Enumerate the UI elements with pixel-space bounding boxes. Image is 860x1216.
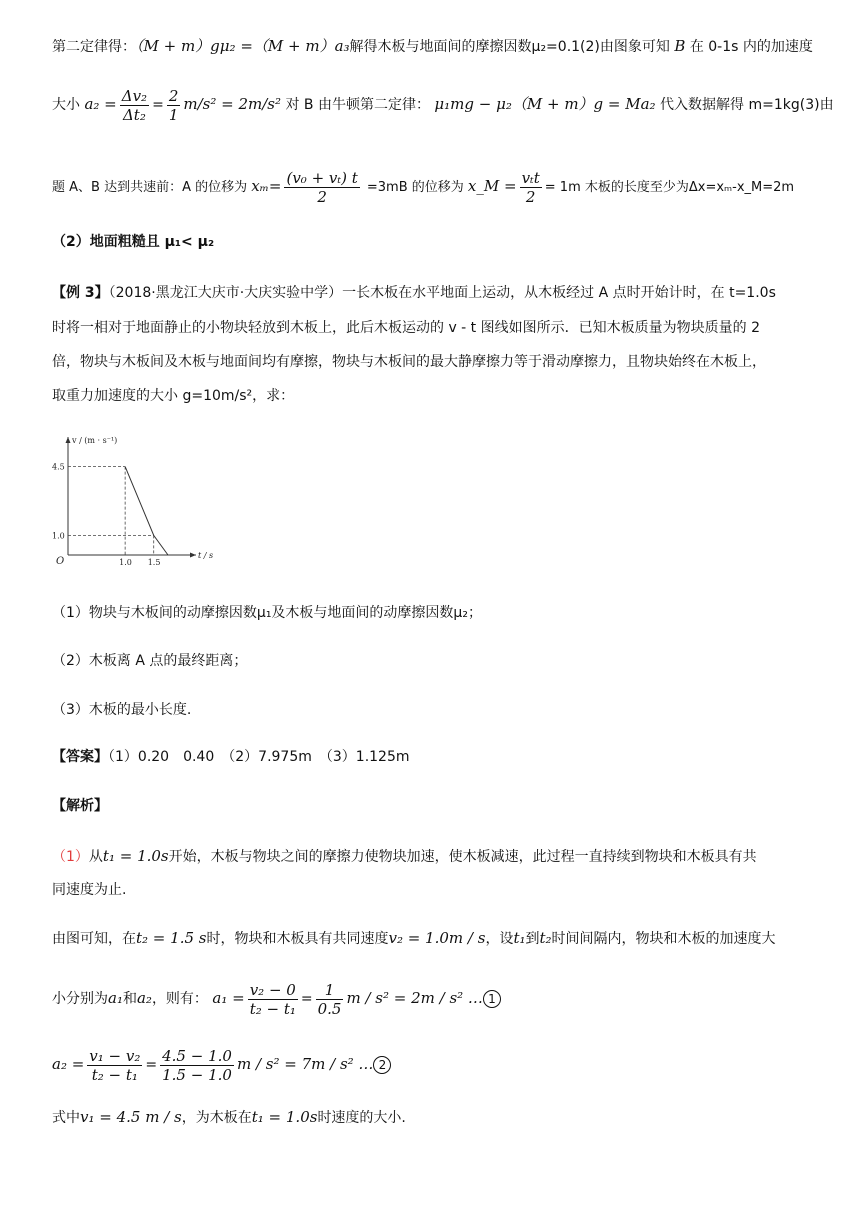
- part-number: （1）: [52, 849, 89, 865]
- x-axis-label: t / s: [198, 551, 214, 560]
- analysis-p4: 式中v₁ = 4.5 m / s，为木板在t₁ = 1.0s时速度的大小.: [52, 1108, 406, 1126]
- vt-chart: [50, 430, 214, 575]
- eq2-tail: m / s² = 7m / s² …: [236, 1055, 374, 1073]
- fraction: $\frac{\text{(v₀ + vₜ) t}}{2}$: [286, 169, 358, 206]
- equation-tag: 1: [483, 990, 501, 1008]
- block1-line3: [52, 164, 820, 208]
- x-axis-arrow: [190, 553, 196, 558]
- var-B: B: [674, 37, 686, 55]
- analysis-p1-cont: 同速度为止.: [52, 882, 127, 898]
- y-tick-label: 1.0: [52, 531, 65, 541]
- example-line4: 取重力加速度的大小 g=10m/s²，求：: [52, 388, 295, 404]
- equation-tail: m/s² = 2m/s²: [183, 95, 281, 113]
- text: 在 0-1s 内的加速度: [689, 39, 813, 55]
- analysis-eq2: a₂ = $\frac{\text{v₁ − v₂}}{\text{t₂ − t₁}}$ = $\frac{4.5 - 1.0}{1.5 - 1.0}$ m / s² = 7m / s² … 2: [52, 1042, 820, 1086]
- question-1: （1）物块与木板间的动摩擦因数μ₁及木板与地面间的动摩擦因数μ₂；: [52, 605, 482, 621]
- fraction: $\frac{2}{1}$: [168, 86, 179, 124]
- series-line: [125, 467, 168, 555]
- question-3: （3）木板的最小长度.: [52, 702, 192, 718]
- text: 大小: [52, 97, 80, 113]
- fraction: $\frac{\text{Δv₂}}{\text{Δt₂}}$: [121, 86, 148, 124]
- fraction: $\frac{4.5 - 1.0}{1.5 - 1.0}$: [162, 1046, 232, 1084]
- analysis-p2: 由图可知，在t₂ = 1.5 s时，物块和木板具有共同速度v₂ = 1.0m / s，设t₁到t₂时间间隔内，物块和木板的加速度大: [52, 929, 776, 947]
- fraction: $\frac{\text{v₂ − 0}}{\text{t₂ − t₁}}$: [249, 980, 296, 1018]
- eq1-tail: m / s² = 2m / s² …: [346, 989, 483, 1007]
- fraction: $\frac{1}{0.5}$: [317, 980, 342, 1018]
- answer-text: （1）0.20 0.40 （2）7.975m （3）1.125m: [108, 749, 410, 765]
- example-label: 【例 3】: [52, 285, 109, 301]
- text: 第二定律得：: [52, 39, 136, 55]
- fraction: $\frac{\text{v₁ − v₂}}{\text{t₂ − t₁}}$: [89, 1046, 141, 1084]
- analysis-label: 【解析】: [52, 798, 108, 814]
- equation: （M + m）gμ₂ =（M + m）a₃: [136, 37, 350, 55]
- section-heading: （2）地面粗糙且 μ₁< μ₂: [52, 234, 215, 250]
- x-tick-label: 1.5: [147, 558, 161, 567]
- origin-label: O: [56, 556, 65, 567]
- example-line3: 倍，物块与木板间及木板与地面间均有摩擦，物块与木板间的最大静摩擦力等于滑动摩擦力，且物块始终在木板上，: [52, 354, 766, 370]
- example-line1: [52, 283, 820, 303]
- text: （2018·黑龙江大庆市·大庆实验中学）一长木板在水平地面上运动，从木板经过 A 点时开始计时，在 t=1.0s: [108, 285, 776, 301]
- question-2: （2）木板离 A 点的最终距离；: [52, 653, 248, 669]
- x-tick-label: 1.0: [119, 558, 132, 567]
- text: =3mB 的位移为: [366, 180, 464, 195]
- text: 代入数据解得 m=1kg(3)由: [660, 97, 834, 113]
- text: 题 A、B 达到共速前：A 的位移为: [52, 180, 248, 195]
- y-axis-label: v / (m · s⁻¹): [72, 436, 118, 445]
- equation-lhs: a₂ =: [84, 95, 117, 113]
- equation: t₁ = 1.0s: [102, 847, 169, 865]
- fraction: $\frac{\text{vₜt}}{2}$: [521, 169, 540, 206]
- text: = 1m 木板的长度至少为Δx=xₘ-x_M=2m: [544, 180, 795, 195]
- y-tick-label: 4.5: [52, 462, 65, 472]
- example-line2: 时将一相对于地面静止的小物块轻放到木板上，此后木板运动的 v - t 图线如图所示．已知木板质量为物块质量的 2: [52, 320, 760, 336]
- eq1-lhs: a₁ =: [212, 989, 245, 1007]
- y-axis-arrow: [66, 437, 71, 443]
- equation: μ₁mg − μ₂（M + m）g = Ma₂: [434, 95, 656, 113]
- eq2-lhs: a₂ =: [52, 1055, 85, 1073]
- analysis-p3: 小分别为a₁和a₂，则有： a₁ = $\frac{\text{v₂ − 0}}{\text{t₂ − t₁}}$ = $\frac{1}{0.5}$ m / s² = 2m / s² … 1: [52, 976, 820, 1020]
- var-xM: x_M =: [467, 177, 517, 195]
- var-xm: xₘ=: [251, 177, 282, 195]
- answer: [52, 747, 820, 767]
- block1-line2: 大小 a₂ = $\frac{\text{Δv₂}}{\text{Δt₂}}$ = $\frac{2}{1}$ m/s² = 2m/s² 对 B 由牛顿第二定律： μ₁mg − μ₂（M + m）g = Ma₂ 代入数据解得 m=1kg(3)由: [52, 86, 834, 124]
- text: 对 B 由牛顿第二定律：: [285, 97, 430, 113]
- equation-tag: 2: [373, 1056, 391, 1074]
- text: 解得木板与地面间的摩擦因数μ₂=0.1(2)由图象可知: [349, 39, 670, 55]
- analysis-p1: （1）从t₁ = 1.0s开始，木板与物块之间的摩擦力使物块加速，使木板减速，此过程一直持续到物块和木板具有共: [52, 847, 757, 865]
- block1-line1: [52, 36, 820, 57]
- answer-label: 【答案】: [52, 749, 108, 765]
